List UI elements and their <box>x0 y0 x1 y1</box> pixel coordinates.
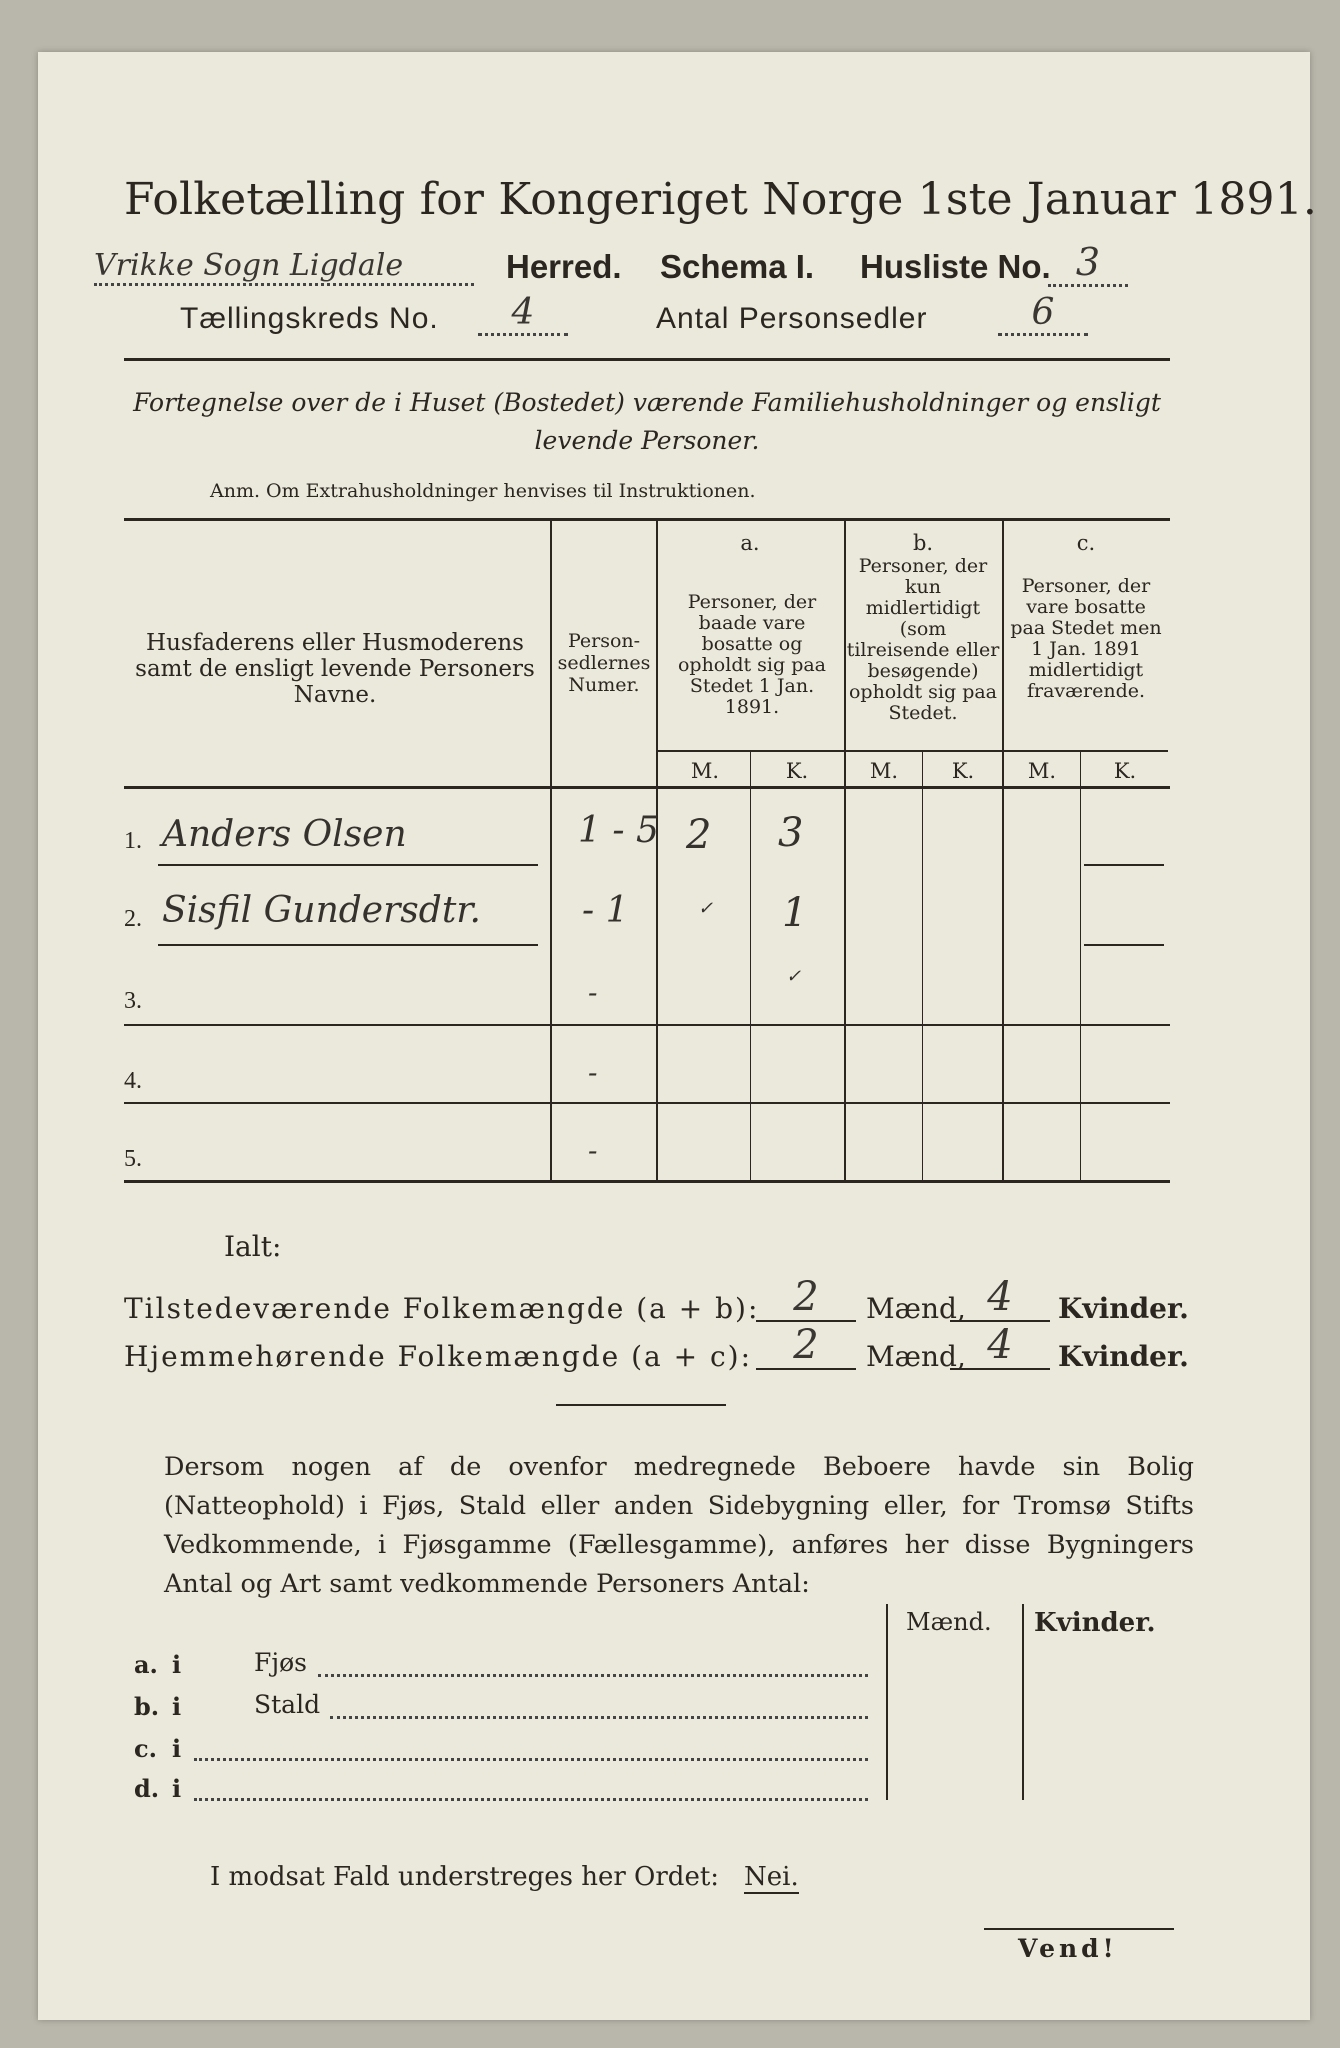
row-rule <box>1084 944 1164 946</box>
header-a-letter: a. <box>740 531 760 555</box>
maend-label: Mænd, <box>866 1292 966 1325</box>
hjemme-maend: 2 <box>756 1322 856 1370</box>
header-b-m: M. <box>869 759 899 783</box>
header-b: Personer, der kun midlertidigt (som tilreisende eller besøgende) opholdt sig paa Stedet. <box>846 555 1000 724</box>
item-i: i <box>172 1692 182 1721</box>
husliste-value: 3 <box>1048 240 1128 287</box>
row-number: 4. <box>124 1068 142 1094</box>
husliste-label: Husliste No. <box>860 248 1051 285</box>
row-name: Sisfil Gundersdtr. <box>162 890 481 931</box>
header-c-k: K. <box>1113 759 1137 783</box>
table-top-rule <box>124 518 1170 521</box>
header-a: Personer, der baade vare bosatte og opholdt sig paa Stedet 1 Jan. 1891. <box>677 591 827 718</box>
item-letter: c. <box>134 1734 157 1763</box>
kvinder-label: Kvinder. <box>1058 1292 1189 1325</box>
item-letter: a. <box>134 1650 158 1679</box>
herred-value: Vrikke Sogn Ligdale <box>94 248 474 286</box>
item-dotted-line <box>330 1694 868 1719</box>
col-divider <box>886 1604 888 1800</box>
vend-rule <box>984 1928 1174 1930</box>
form-title: Folketælling for Kongeriget Norge 1ste Januar 1891. <box>124 174 1318 225</box>
antal-label: Antal Personsedler <box>656 302 928 335</box>
maend-header: Mænd. <box>906 1608 992 1636</box>
item-label: Fjøs <box>254 1648 307 1677</box>
item-letter: d. <box>134 1774 160 1803</box>
header-c-letter: c. <box>1076 531 1096 555</box>
row-a-k: 3 <box>778 810 804 856</box>
census-form-sheet <box>38 52 1318 2020</box>
col-divider <box>1022 1604 1024 1800</box>
row-number: 1. <box>124 828 142 854</box>
vend-label: Vend! <box>1018 1934 1118 1963</box>
header-numer: Person-sedlernes Numer. <box>557 630 651 696</box>
schema-label: Schema I. <box>660 248 815 285</box>
row-numer: - 1 <box>582 890 629 931</box>
row-rule <box>158 944 538 946</box>
row-rule <box>124 1024 1170 1026</box>
row-a-m: 2 <box>686 812 712 858</box>
tilstede-label: Tilstedeværende Folkemængde (a + b): <box>124 1292 760 1325</box>
header-rule <box>124 358 1170 361</box>
row-number: 2. <box>124 906 142 932</box>
hjemme-label: Hjemmehørende Folkemængde (a + c): <box>124 1340 752 1373</box>
item-dotted-line <box>194 1736 868 1761</box>
subtitle-line1: Fortegnelse over de i Huset (Bostedet) værende Familiehusholdninger og ensligt <box>133 388 1161 417</box>
header-a-m: M. <box>690 759 720 783</box>
row-a-k: ✓ <box>786 966 802 987</box>
header-b-k: K. <box>951 759 975 783</box>
hjemme-kvinder: 4 <box>950 1322 1050 1370</box>
col-divider <box>922 750 923 1180</box>
item-letter: b. <box>134 1692 160 1721</box>
col-divider <box>550 520 552 1180</box>
row-rule <box>158 864 538 866</box>
item-dotted-line <box>194 1776 868 1801</box>
row-numer: - <box>588 1056 598 1089</box>
item-i: i <box>172 1774 182 1803</box>
item-label: Stald <box>254 1690 321 1719</box>
item-i: i <box>172 1650 182 1679</box>
dersom-paragraph: Dersom nogen af de ovenfor medregnede Beboere havde sin Bolig (Natteophold) i Fjøs, Stald eller anden Sidebygning eller, for Tromsø Stifts Vedkommende, i Fjøsgamme (Fællesgamme), anføres her disse Bygningers Antal og Art samt vedkommende Personers Antal: <box>164 1452 1194 1599</box>
subtitle-line2: levende Personer. <box>534 426 760 455</box>
row-a-k: 1 <box>782 890 808 936</box>
header-c-m: M. <box>1027 759 1057 783</box>
ialt-label: Ialt: <box>224 1230 282 1263</box>
header-a-k: K. <box>785 759 809 783</box>
mk-rule <box>658 750 1168 752</box>
antal-value: 6 <box>998 292 1088 336</box>
item-dotted-line <box>318 1652 868 1677</box>
row-a-m: ✓ <box>698 898 714 919</box>
table-bottom-rule <box>124 1180 1170 1183</box>
col-divider <box>750 750 751 1180</box>
anm-note: Anm. Om Extrahusholdninger henvises til Instruktionen. <box>210 480 756 502</box>
modsat-text: I modsat Fald understreges her Ordet: <box>210 1862 720 1892</box>
header-b-letter: b. <box>912 531 934 555</box>
maend-label: Mænd, <box>866 1340 966 1373</box>
header-c: Personer, der vare bosatte paa Stedet men 1 Jan. 1891 midlertidigt fraværende. <box>1010 575 1162 702</box>
row-number: 3. <box>124 988 142 1014</box>
header-names: Husfaderens eller Husmoderens samt de ensligt levende Personers Navne. <box>135 630 535 708</box>
herred-label: Herred. <box>506 248 622 285</box>
kvinder-label: Kvinder. <box>1058 1340 1189 1373</box>
item-i: i <box>172 1734 182 1763</box>
row-numer: - <box>588 976 598 1009</box>
nei-word: Nei. <box>744 1862 799 1892</box>
col-divider <box>1080 750 1081 1180</box>
table-header-rule <box>124 786 1170 789</box>
kreds-label: Tællingskreds No. <box>180 302 439 335</box>
kvinder-header: Kvinder. <box>1034 1608 1156 1638</box>
row-numer: - <box>588 1134 598 1167</box>
row-numer: 1 - 5 <box>578 810 659 851</box>
row-rule <box>1084 864 1164 866</box>
kreds-value: 4 <box>478 292 568 336</box>
tilstede-maend: 2 <box>756 1274 856 1322</box>
section-divider <box>556 1404 726 1406</box>
tilstede-kvinder: 4 <box>950 1274 1050 1322</box>
row-number: 5. <box>124 1146 142 1172</box>
col-divider <box>1002 520 1004 1180</box>
row-name: Anders Olsen <box>162 814 407 855</box>
row-rule <box>124 1102 1170 1104</box>
